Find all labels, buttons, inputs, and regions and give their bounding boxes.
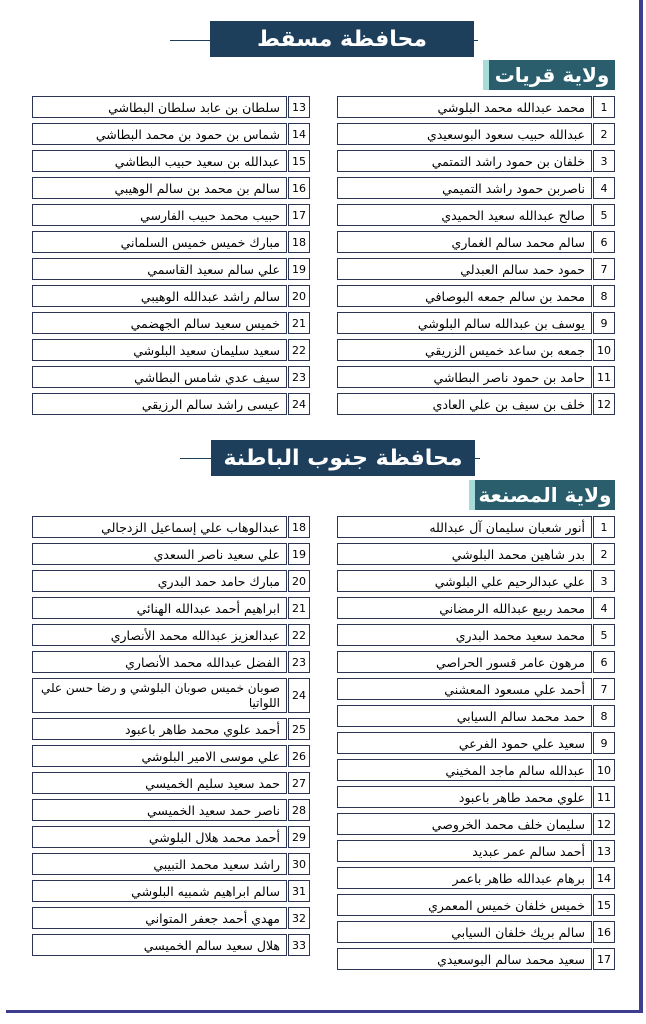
- list-item: [32, 597, 310, 619]
- person-name: سلطان بن عابد سلطان البطاشي: [32, 96, 287, 118]
- row-number: 24: [288, 678, 310, 713]
- list-item: [32, 570, 310, 592]
- row-number: 21: [288, 597, 310, 619]
- person-name: علي عبدالرحيم علي البلوشي: [337, 570, 592, 592]
- person-name: سالم بن محمد بن سالم الوهيبي: [32, 177, 287, 199]
- row-number: 19: [288, 258, 310, 280]
- list-item: [32, 123, 310, 145]
- person-name: جمعه بن ساعد خميس الزريقي: [337, 339, 592, 361]
- person-name: عبدالله حبيب سعود البوسعيدي: [337, 123, 592, 145]
- list-item: [32, 826, 310, 848]
- row-number: 14: [288, 123, 310, 145]
- row-number: 12: [593, 813, 615, 835]
- row-number: 2: [593, 123, 615, 145]
- list-item: [337, 123, 615, 145]
- list-item: [337, 516, 615, 538]
- list-item: [32, 799, 310, 821]
- person-name: محمد عبدالله محمد البلوشي: [337, 96, 592, 118]
- row-number: 16: [288, 177, 310, 199]
- person-name: أنور شعبان سليمان آل عبدالله: [337, 516, 592, 538]
- row-number: 6: [593, 651, 615, 673]
- person-name: سعيد سليمان سعيد البلوشي: [32, 339, 287, 361]
- row-number: 23: [288, 366, 310, 388]
- row-number: 28: [288, 799, 310, 821]
- list-item: [337, 543, 615, 565]
- list-item: [337, 597, 615, 619]
- list-item: [337, 867, 615, 889]
- row-number: 6: [593, 231, 615, 253]
- row-number: 29: [288, 826, 310, 848]
- row-number: 3: [593, 150, 615, 172]
- list-item: [337, 96, 615, 118]
- row-number: 16: [593, 921, 615, 943]
- names-column-left: [32, 516, 310, 961]
- list-item: [337, 732, 615, 754]
- list-item: [32, 258, 310, 280]
- row-number: 18: [288, 516, 310, 538]
- row-number: 30: [288, 853, 310, 875]
- governorate-title-muscat: محافظة مسقط: [210, 21, 474, 57]
- person-name: سالم راشد عبدالله الوهيبي: [32, 285, 287, 307]
- list-item: [337, 948, 615, 970]
- list-item: [32, 624, 310, 646]
- wilaya-title-masnaah: ولاية المصنعة: [475, 480, 615, 510]
- person-name: سعيد علي حمود الفرعي: [337, 732, 592, 754]
- list-item: [337, 570, 615, 592]
- person-name: أحمد سالم عمر عبديد: [337, 840, 592, 862]
- person-name: محمد سعيد محمد البدري: [337, 624, 592, 646]
- person-name: سعيد محمد سالم البوسعيدي: [337, 948, 592, 970]
- list-item: [32, 745, 310, 767]
- person-name: علي سعيد ناصر السعدي: [32, 543, 287, 565]
- row-number: 27: [288, 772, 310, 794]
- row-number: 8: [593, 285, 615, 307]
- person-name: ناصربن حمود راشد التميمي: [337, 177, 592, 199]
- list-item: [32, 285, 310, 307]
- list-item: [32, 366, 310, 388]
- list-item: [337, 366, 615, 388]
- row-number: 33: [288, 934, 310, 956]
- person-name: عيسى راشد سالم الرزيقي: [32, 393, 287, 415]
- row-number: 17: [288, 204, 310, 226]
- row-number: 10: [593, 339, 615, 361]
- list-item: [32, 543, 310, 565]
- row-number: 24: [288, 393, 310, 415]
- row-number: 5: [593, 204, 615, 226]
- list-item: [337, 759, 615, 781]
- list-item: [32, 907, 310, 929]
- list-item: [32, 177, 310, 199]
- row-number: 17: [593, 948, 615, 970]
- row-number: 1: [593, 516, 615, 538]
- person-name: سالم ابراهيم شمبيه البلوشي: [32, 880, 287, 902]
- row-number: 9: [593, 312, 615, 334]
- person-name: حامد بن حمود ناصر البطاشي: [337, 366, 592, 388]
- list-item: [337, 312, 615, 334]
- row-number: 7: [593, 258, 615, 280]
- list-item: [32, 772, 310, 794]
- person-name: يوسف بن عبدالله سالم البلوشي: [337, 312, 592, 334]
- person-name: محمد بن سالم جمعه البوصافي: [337, 285, 592, 307]
- list-item: [32, 204, 310, 226]
- row-number: 14: [593, 867, 615, 889]
- person-name: علي سالم سعيد القاسمي: [32, 258, 287, 280]
- list-item: [32, 231, 310, 253]
- list-item: [32, 393, 310, 415]
- person-name: علي موسى الامير البلوشي: [32, 745, 287, 767]
- person-name: الفضل عبدالله محمد الأنصاري: [32, 651, 287, 673]
- names-column-left: [32, 96, 310, 420]
- list-item: [337, 393, 615, 415]
- list-item: [337, 786, 615, 808]
- list-item: [32, 880, 310, 902]
- person-name: راشد سعيد محمد التبيبي: [32, 853, 287, 875]
- list-item: [337, 339, 615, 361]
- row-number: 22: [288, 624, 310, 646]
- person-name: سليمان خلف محمد الخروصي: [337, 813, 592, 835]
- person-name: حمد سعيد سليم الخميسي: [32, 772, 287, 794]
- row-number: 19: [288, 543, 310, 565]
- list-item: [32, 150, 310, 172]
- person-name: خميس سعيد سالم الجهضمي: [32, 312, 287, 334]
- person-name: خلف بن سيف بن علي العادي: [337, 393, 592, 415]
- row-number: 26: [288, 745, 310, 767]
- list-item: [32, 718, 310, 740]
- names-column-right: [337, 96, 615, 420]
- person-name: ابراهيم أحمد عبدالله الهنائي: [32, 597, 287, 619]
- row-number: 15: [593, 894, 615, 916]
- person-name: عبدالله بن سعيد حبيب البطاشي: [32, 150, 287, 172]
- person-name: مبارك حامد حمد البدري: [32, 570, 287, 592]
- wilaya-title-quriyat: ولاية قريات: [489, 60, 615, 90]
- person-name: خميس خلفان خميس المعمري: [337, 894, 592, 916]
- list-item: [32, 934, 310, 956]
- row-number: 5: [593, 624, 615, 646]
- person-name: حمد محمد سالم السيابي: [337, 705, 592, 727]
- person-name: صوبان خميس صوبان البلوشي و رضا حسن علي اللواتيا: [32, 678, 287, 713]
- row-number: 4: [593, 177, 615, 199]
- list-item: [337, 204, 615, 226]
- person-name: أحمد علي مسعود المعشني: [337, 678, 592, 700]
- list-item: [337, 678, 615, 700]
- person-name: مهدي أحمد جعفر المتواني: [32, 907, 287, 929]
- person-name: عبدالعزيز عبدالله محمد الأنصاري: [32, 624, 287, 646]
- list-item: [32, 96, 310, 118]
- row-number: 4: [593, 597, 615, 619]
- person-name: مرهون عامر قسور الحراصي: [337, 651, 592, 673]
- row-number: 1: [593, 96, 615, 118]
- list-item: [337, 258, 615, 280]
- names-column-right: [337, 516, 615, 975]
- row-number: 12: [593, 393, 615, 415]
- person-name: شماس بن حمود بن محمد البطاشي: [32, 123, 287, 145]
- row-number: 21: [288, 312, 310, 334]
- row-number: 15: [288, 150, 310, 172]
- row-number: 3: [593, 570, 615, 592]
- row-number: 13: [593, 840, 615, 862]
- list-item: [337, 285, 615, 307]
- list-item: [337, 150, 615, 172]
- person-name: سيف عدي شامس البطاشي: [32, 366, 287, 388]
- row-number: 32: [288, 907, 310, 929]
- page-frame-bottom: [6, 1010, 643, 1013]
- row-number: 10: [593, 759, 615, 781]
- list-item: [32, 678, 310, 713]
- governorate-title-south-batinah: محافظة جنوب الباطنة: [211, 440, 475, 476]
- person-name: علوي محمد طاهر باعبود: [337, 786, 592, 808]
- row-number: 18: [288, 231, 310, 253]
- row-number: 9: [593, 732, 615, 754]
- list-item: [32, 339, 310, 361]
- row-number: 25: [288, 718, 310, 740]
- row-number: 20: [288, 570, 310, 592]
- person-name: بدر شاهين محمد البلوشي: [337, 543, 592, 565]
- row-number: 20: [288, 285, 310, 307]
- person-name: محمد ربيع عبدالله الرمضاني: [337, 597, 592, 619]
- person-name: عبدالله سالم ماجد المخيني: [337, 759, 592, 781]
- list-item: [337, 651, 615, 673]
- person-name: أحمد علوي محمد طاهر باعبود: [32, 718, 287, 740]
- person-name: حبيب محمد حبيب الفارسي: [32, 204, 287, 226]
- person-name: خلفان بن حمود راشد التمتمي: [337, 150, 592, 172]
- list-item: [337, 921, 615, 943]
- list-item: [32, 651, 310, 673]
- person-name: سالم بريك خلفان السيابي: [337, 921, 592, 943]
- person-name: أحمد محمد هلال البلوشي: [32, 826, 287, 848]
- row-number: 23: [288, 651, 310, 673]
- row-number: 8: [593, 705, 615, 727]
- row-number: 13: [288, 96, 310, 118]
- row-number: 2: [593, 543, 615, 565]
- person-name: حمود حمد سالم العبدلي: [337, 258, 592, 280]
- row-number: 7: [593, 678, 615, 700]
- person-name: سالم محمد سالم الغماري: [337, 231, 592, 253]
- person-name: برهام عبدالله طاهر باعمر: [337, 867, 592, 889]
- person-name: عبدالوهاب علي إسماعيل الزدجالي: [32, 516, 287, 538]
- list-item: [337, 705, 615, 727]
- list-item: [337, 177, 615, 199]
- person-name: مبارك خميس خميس السلماني: [32, 231, 287, 253]
- person-name: ناصر حمد سعيد الخميسي: [32, 799, 287, 821]
- list-item: [32, 516, 310, 538]
- list-item: [32, 853, 310, 875]
- list-item: [337, 813, 615, 835]
- list-item: [337, 840, 615, 862]
- person-name: هلال سعيد سالم الخميسي: [32, 934, 287, 956]
- page-frame-right: [639, 0, 643, 1010]
- list-item: [337, 624, 615, 646]
- row-number: 11: [593, 786, 615, 808]
- row-number: 31: [288, 880, 310, 902]
- row-number: 11: [593, 366, 615, 388]
- list-item: [32, 312, 310, 334]
- list-item: [337, 894, 615, 916]
- row-number: 22: [288, 339, 310, 361]
- list-item: [337, 231, 615, 253]
- person-name: صالح عبدالله سعيد الحميدي: [337, 204, 592, 226]
